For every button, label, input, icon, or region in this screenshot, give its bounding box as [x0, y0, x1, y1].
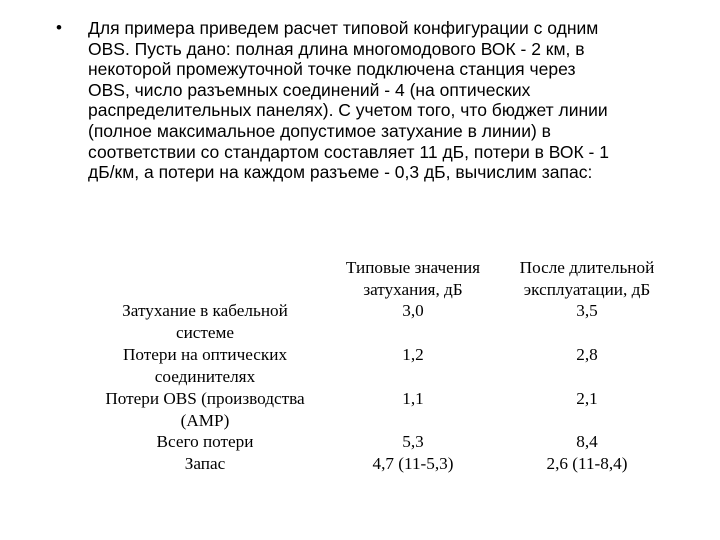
cell-long-term: 2,8	[576, 345, 598, 364]
header-long-term	[505, 257, 669, 300]
bullet-line: соответствии со стандартом составляет 11 дБ, потери в ВОК - 1	[88, 141, 609, 162]
bullet-line: OBS. Пусть дано: полная длина многомодового ВОК - 2 км, в	[88, 38, 585, 59]
cell-typical: 3,0	[402, 301, 424, 320]
bullet-line: дБ/км, а потери на каждом разъеме - 0,3 дБ, вычислим запас:	[88, 162, 593, 183]
row-label-line: системе	[175, 322, 235, 342]
row-label	[70, 431, 340, 453]
row-label-line: Потери OBS (производства	[105, 389, 305, 408]
cell-long-term: 8,4	[576, 432, 598, 451]
row-label-line: Всего потери	[156, 432, 254, 451]
header-line: После длительной	[519, 258, 655, 277]
row-label-line: Затухание в кабельной	[122, 301, 288, 320]
bullet-line: распределительных панелях). С учетом того, что бюджет линии	[88, 100, 608, 121]
cell-typical: 1,2	[402, 345, 424, 364]
row-label-line: соединителях	[154, 366, 256, 386]
cell-typical: 1,1	[402, 389, 424, 408]
bullet-line: Для примера приведем расчет типовой конфигурации с одним	[88, 18, 599, 38]
row-label	[70, 388, 340, 431]
header-line: эксплуатации, дБ	[523, 279, 651, 299]
row-label	[70, 344, 340, 387]
cell-long-term: 2,6 (11-8,4)	[546, 454, 628, 473]
bullet-line: некоторой промежуточной точке подключена станция через	[88, 59, 576, 80]
row-label-line: (AMP)	[180, 410, 230, 430]
bullet-line: OBS, число разъемных соединений - 4 (на оптических	[88, 79, 531, 100]
cell-long-term: 3,5	[576, 301, 598, 320]
bullet-marker: •	[56, 18, 62, 37]
header-line: затухания, дБ	[363, 279, 463, 299]
cell-typical: 4,7 (11-5,3)	[372, 454, 454, 473]
row-label	[70, 453, 340, 475]
row-label-line: Запас	[184, 454, 226, 473]
row-label-line: Потери на оптических	[122, 345, 288, 364]
cell-typical: 5,3	[402, 432, 424, 451]
cell-long-term: 2,1	[576, 389, 598, 408]
header-line: Типовые значения	[345, 258, 481, 277]
bullet-line: (полное максимальное допустимое затухание в линии) в	[88, 120, 551, 141]
header-typical	[330, 257, 496, 300]
row-label	[70, 300, 340, 343]
